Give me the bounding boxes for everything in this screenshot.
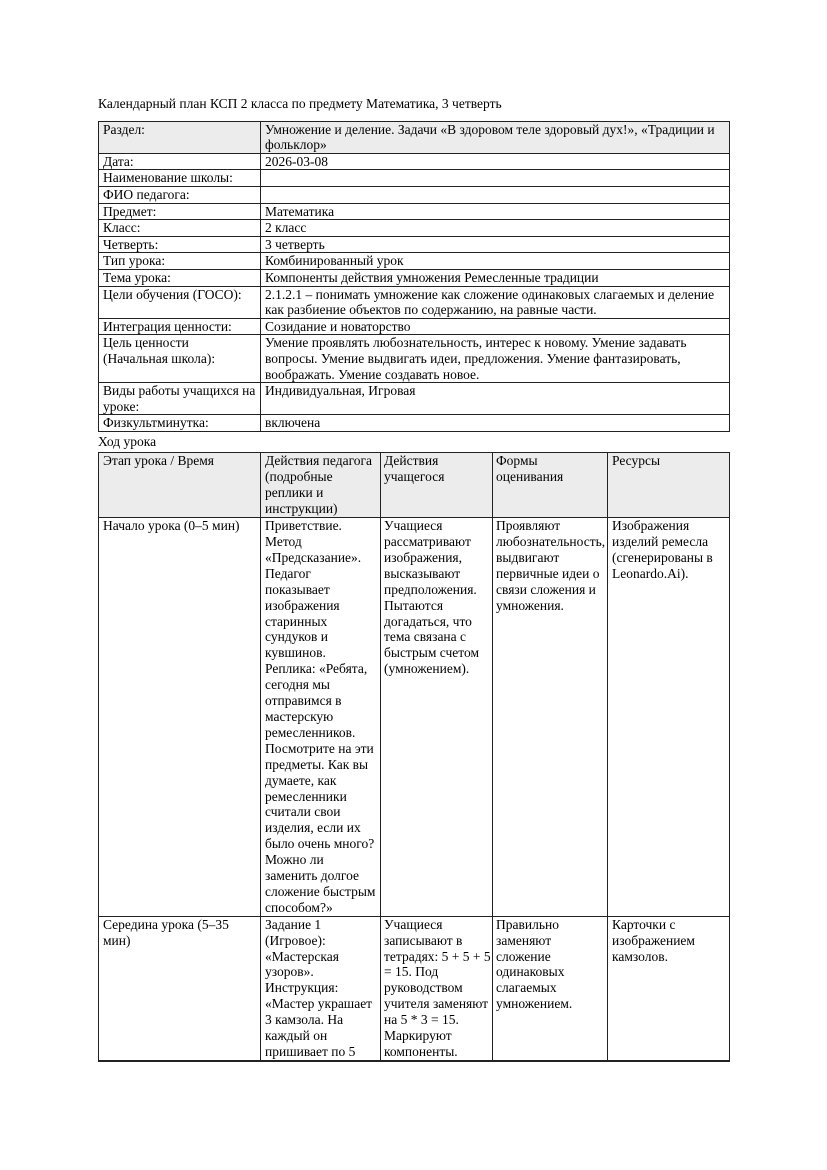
info-value: Математика [261, 203, 730, 220]
info-row-quarter [99, 236, 730, 253]
info-value: включена [261, 415, 730, 432]
info-value: Умение проявлять любознательность, интерес к новому. Умение задавать вопросы. Умение выдвигать идеи, предложения. Умение фантазировать, воображать. Умение создавать новое. [261, 335, 730, 383]
info-value: Комбинированный урок [261, 253, 730, 270]
header-student-actions: Действия учащегося [381, 453, 493, 518]
info-label: Цели обучения (ГОСО): [99, 286, 261, 318]
student-actions-cell: Учащиеся рассматривают изображения, высказывают предположения. Пытаются догадаться, что тема связана с быстрым счетом (умножением). [381, 518, 493, 917]
page-content [98, 96, 729, 1062]
info-value [261, 186, 730, 203]
assessment-cell: Правильно заменяют сложение одинаковых слагаемых умножением. [493, 916, 608, 1061]
info-label: Цель ценности (Начальная школа): [99, 335, 261, 383]
info-value: 2.1.2.1 – понимать умножение как сложение одинаковых слагаемых и деление как разбиение объектов по содержанию, на равные части. [261, 286, 730, 318]
info-row-learning-objectives [99, 286, 730, 318]
info-row-lesson-topic [99, 269, 730, 286]
info-label: Раздел: [99, 121, 261, 153]
info-value: 2 класс [261, 220, 730, 237]
info-row-section [99, 121, 730, 153]
info-row-student-work-types [99, 383, 730, 415]
info-label: Класс: [99, 220, 261, 237]
stage-cell: Начало урока (0–5 мин) [99, 518, 261, 917]
info-value: Умножение и деление. Задачи «В здоровом теле здоровый дух!», «Традиции и фольклор» [261, 121, 730, 153]
info-label: Интеграция ценности: [99, 318, 261, 335]
stage-cell: Середина урока (5–35 мин) [99, 916, 261, 1061]
header-assessment-forms: Формы оценивания [493, 453, 608, 518]
header-resources: Ресурсы [608, 453, 730, 518]
info-row-physical-minute [99, 415, 730, 432]
lesson-table-header-row [99, 453, 730, 518]
header-teacher-actions: Действия педагога (подробные реплики и инструкции) [261, 453, 381, 518]
header-stage-time: Этап урока / Время [99, 453, 261, 518]
document-title: Календарный план КСП 2 класса по предмету Математика, 3 четверть [98, 96, 502, 111]
info-value: Созидание и новаторство [261, 318, 730, 335]
info-value: 3 четверть [261, 236, 730, 253]
info-label: Тип урока: [99, 253, 261, 270]
lesson-flow-table [98, 452, 730, 1061]
section-heading: Ход урока [98, 433, 157, 449]
resources-cell: Изображения изделий ремесла (сгенерированы в Leonardo.Ai). [608, 518, 730, 917]
info-label: Физкультминутка: [99, 415, 261, 432]
teacher-actions-cell: Задание 1 (Игровое): «Мастерская узоров». Инструкция: «Мастер украшает 3 камзола. На каждый он пришивает по 5 [261, 916, 381, 1061]
info-row-values-integration [99, 318, 730, 335]
info-row-subject [99, 203, 730, 220]
info-label: Тема урока: [99, 269, 261, 286]
teacher-actions-cell: Приветствие. Метод «Предсказание». Педагог показывает изображения старинных сундуков и кувшинов. Реплика: «Ребята, сегодня мы отправимся в мастерскую ремесленников. Посмотрите на эти предметы. Как вы думаете, как ремесленники считали свои изделия, если их было очень много? Можно ли заменить долгое сложение быстрым способом?» [261, 518, 381, 917]
lesson-row-start [99, 518, 730, 917]
info-row-date [99, 153, 730, 170]
resources-cell: Карточки с изображением камзолов. [608, 916, 730, 1061]
info-row-class [99, 220, 730, 237]
lesson-row-middle [99, 916, 730, 1061]
info-label: ФИО педагога: [99, 186, 261, 203]
info-label: Четверть: [99, 236, 261, 253]
info-row-values-goal [99, 335, 730, 383]
info-value: Индивидуальная, Игровая [261, 383, 730, 415]
info-label: Предмет: [99, 203, 261, 220]
info-value [261, 170, 730, 187]
info-value: Компоненты действия умножения Ремесленные традиции [261, 269, 730, 286]
info-row-lesson-type [99, 253, 730, 270]
info-label: Виды работы учащихся на уроке: [99, 383, 261, 415]
student-actions-cell: Учащиеся записывают в тетрадях: 5 + 5 + 5 = 15. Под руководством учителя заменяют на 5 * 3 = 15. Маркируют компоненты. [381, 916, 493, 1061]
info-row-teacher-name [99, 186, 730, 203]
info-label: Наименование школы: [99, 170, 261, 187]
info-row-school-name [99, 170, 730, 187]
lesson-info-table [98, 121, 730, 432]
info-label: Дата: [99, 153, 261, 170]
info-value: 2026-03-08 [261, 153, 730, 170]
assessment-cell: Проявляют любознательность, выдвигают первичные идеи о связи сложения и умножения. [493, 518, 608, 917]
